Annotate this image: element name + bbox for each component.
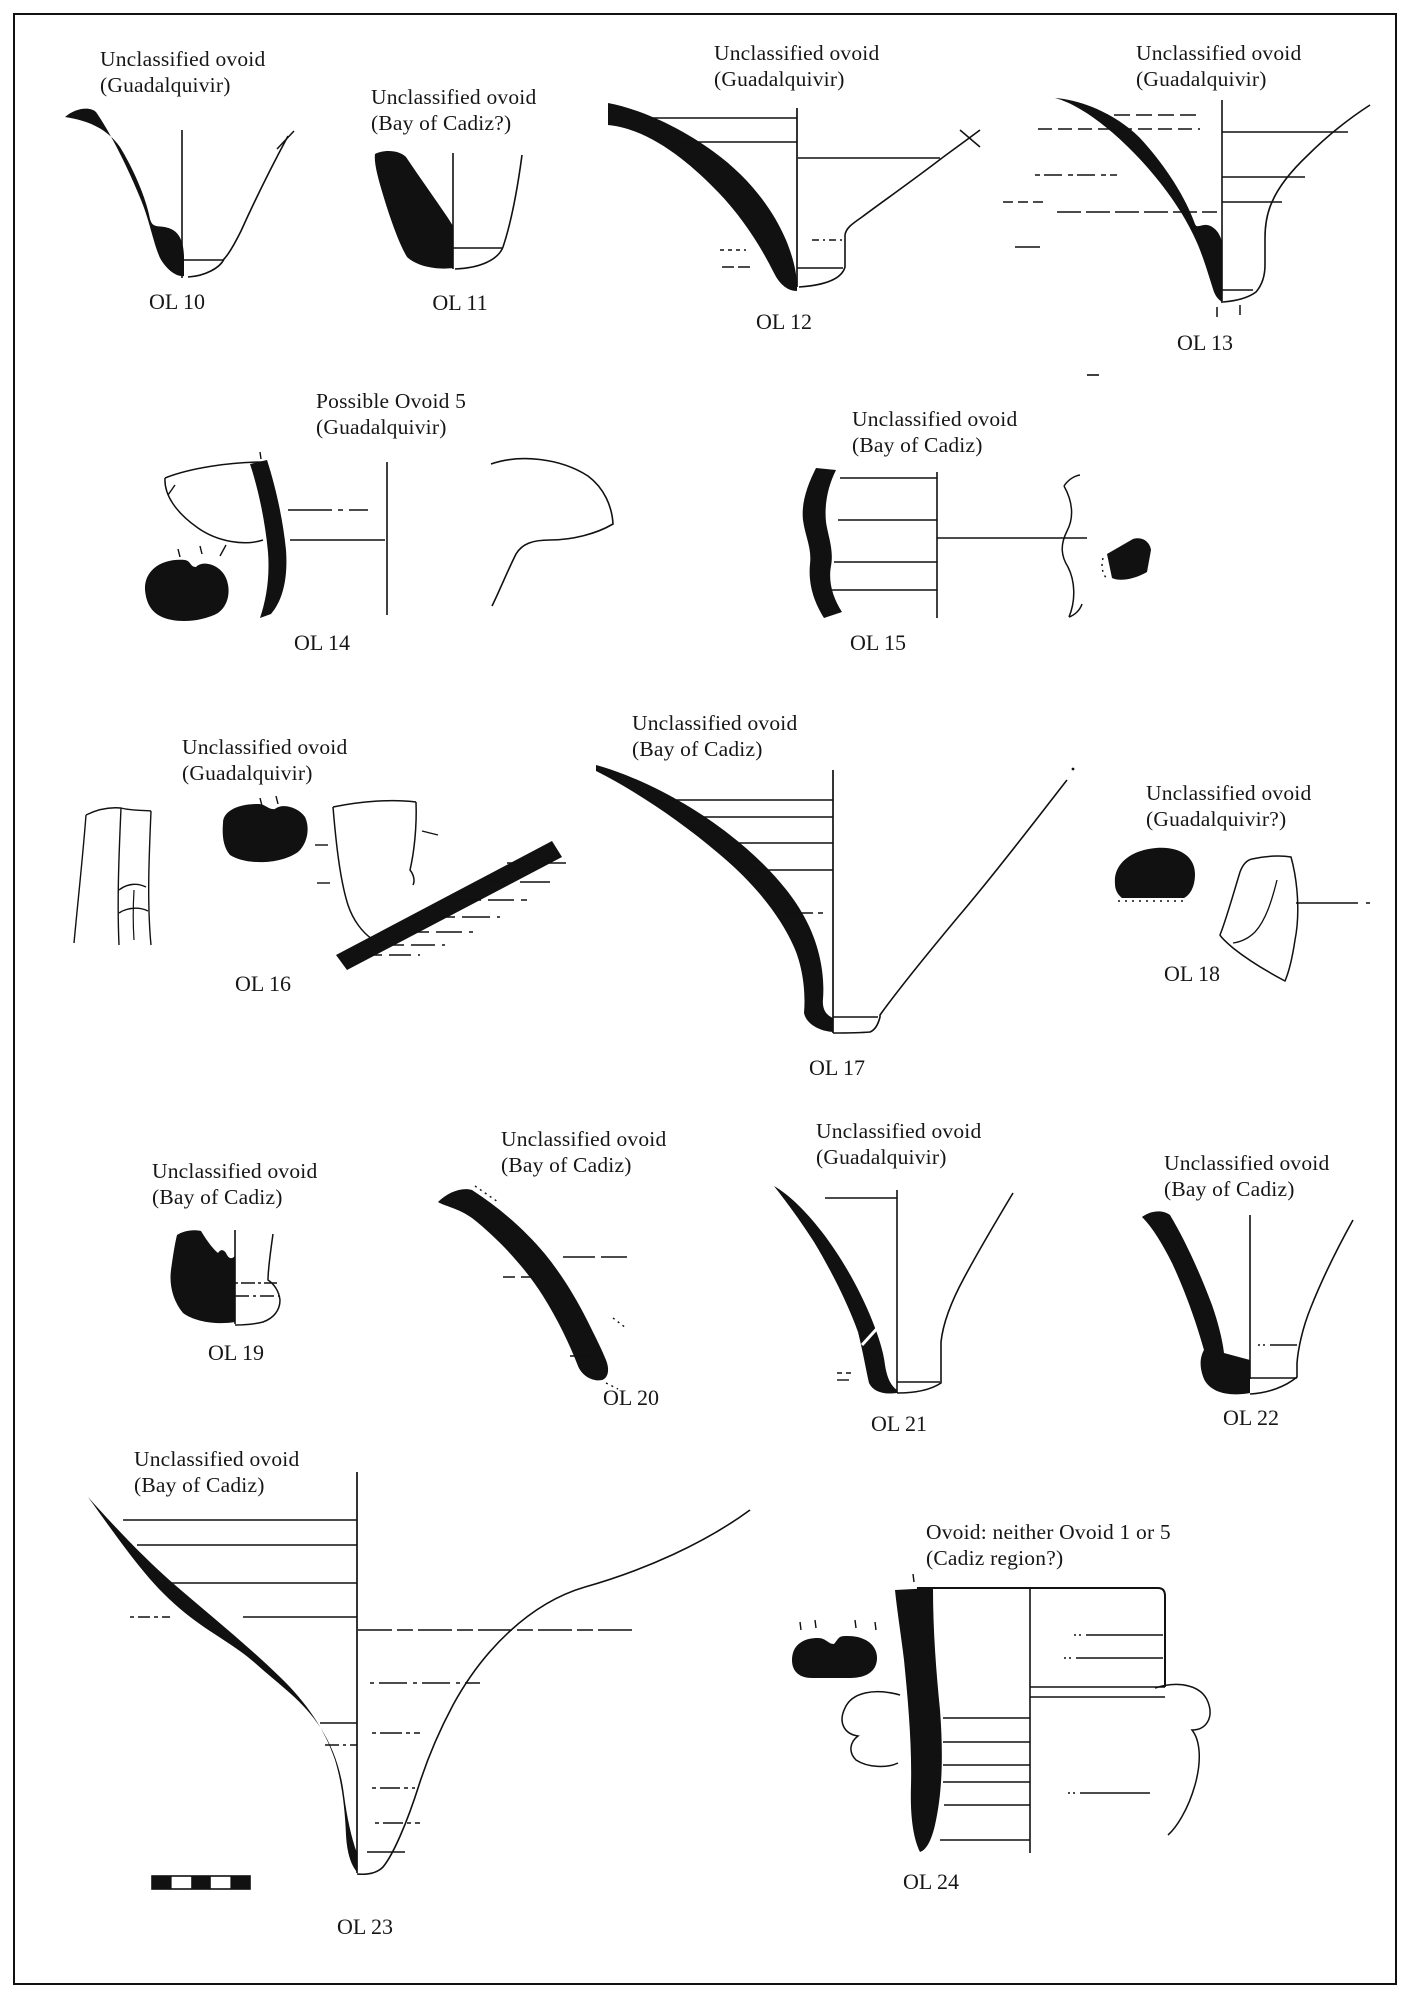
ol-20-profile-drawing [430, 1180, 680, 1415]
panel-title: Unclassified ovoid (Guadalquivir) [182, 735, 348, 785]
stray-mark [275, 128, 297, 152]
panel-label: OL 12 [755, 309, 813, 334]
panel-label: OL 20 [602, 1385, 660, 1410]
ol-14-profile-drawing [130, 450, 630, 650]
panel-label: OL 24 [902, 1869, 960, 1894]
ol-18-handle-and-sherd-drawing [1100, 840, 1390, 990]
ol-21-profile-drawing [770, 1180, 1025, 1410]
panel-label: OL 10 [148, 289, 206, 314]
panel-label: OL 18 [1163, 961, 1221, 986]
panel-title: Unclassified ovoid (Bay of Cadiz) [852, 407, 1018, 457]
ol-17-profile-drawing [590, 765, 1110, 1050]
panel-label: OL 15 [849, 630, 907, 655]
ol-19-profile-drawing [155, 1225, 305, 1335]
panel-title: Unclassified ovoid (Bay of Cadiz) [501, 1127, 667, 1177]
panel-label: OL 23 [336, 1914, 394, 1939]
panel-title: Unclassified ovoid (Bay of Cadiz?) [371, 85, 537, 135]
panel-title: Unclassified ovoid (Guadalquivir) [100, 47, 266, 97]
panel-label: OL 13 [1176, 330, 1234, 355]
panel-label: OL 17 [808, 1055, 866, 1080]
panel-title: Unclassified ovoid (Bay of Cadiz) [632, 711, 798, 761]
scale-bar [152, 1876, 250, 1889]
panel-label: OL 14 [293, 630, 351, 655]
panel-title: Unclassified ovoid (Bay of Cadiz) [1164, 1151, 1330, 1201]
panel-label: OL 11 [432, 290, 488, 315]
ol-22-profile-drawing [1120, 1205, 1370, 1410]
ol-24-profile-drawing [780, 1570, 1230, 1870]
panel-title: Possible Ovoid 5 (Guadalquivir) [316, 389, 467, 439]
panel-title: Unclassified ovoid (Bay of Cadiz) [134, 1447, 300, 1497]
panel-title: Unclassified ovoid (Guadalquivir?) [1146, 781, 1312, 831]
stray-mark [1085, 370, 1103, 380]
panel-label: OL 19 [207, 1340, 265, 1365]
ol-16-handles-and-profile-drawing [70, 795, 590, 1010]
panel-title: Unclassified ovoid (Guadalquivir) [816, 1119, 982, 1169]
ol-15-profile-drawing [620, 460, 1155, 625]
ol-23-profile-drawing [75, 1465, 765, 1905]
panel-title: Unclassified ovoid (Guadalquivir) [1136, 41, 1302, 91]
panel-label: OL 21 [870, 1411, 928, 1436]
panel-title: Ovoid: neither Ovoid 1 or 5 (Cadiz region?) [926, 1520, 1171, 1570]
panel-title: Unclassified ovoid (Bay of Cadiz) [152, 1159, 318, 1209]
ol-13-profile-drawing [950, 90, 1390, 325]
ol-11-profile-drawing [360, 140, 540, 290]
ol-10-profile-drawing [40, 100, 300, 290]
panel-title: Unclassified ovoid (Guadalquivir) [714, 41, 880, 91]
panel-label: OL 22 [1222, 1405, 1280, 1430]
ol-12-profile-drawing [600, 95, 990, 300]
panel-label: OL 16 [234, 971, 292, 996]
left-handle-outline [842, 1692, 900, 1767]
right-handle-outline [1155, 1684, 1210, 1835]
